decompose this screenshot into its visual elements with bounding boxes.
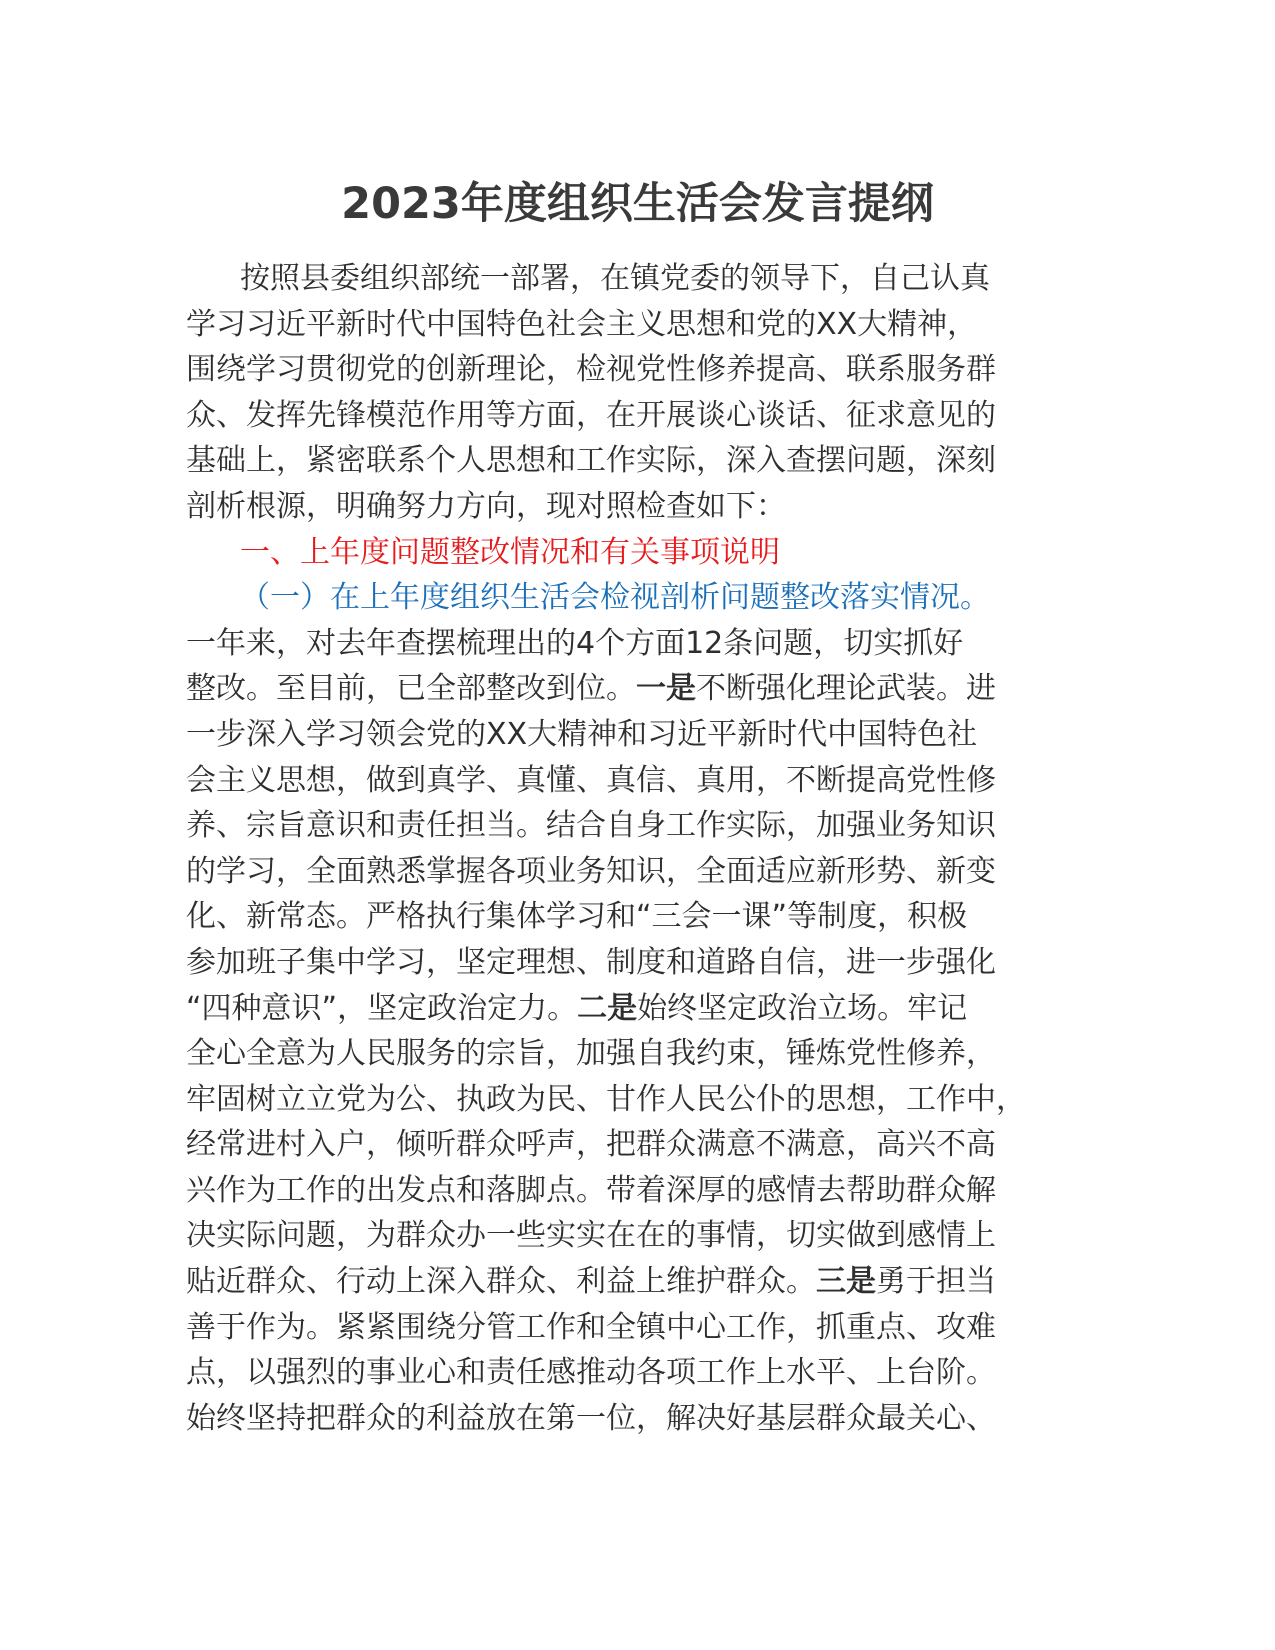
paragraph-line: 牢固树立立党为公、执政为民、甘作人民公仆的思想，工作中， <box>186 1081 1026 1117</box>
paragraph-text: 整改。至目前，已全部整改到位。 <box>186 671 636 707</box>
section-subheading: （一）在上年度组织生活会检视剖析问题整改落实情况。 <box>240 580 990 616</box>
paragraph-text: 勇于担当 <box>876 1264 996 1300</box>
paragraph-text: 不断强化理论武装。进 <box>696 671 996 707</box>
paragraph-line <box>186 1259 1090 1305</box>
paragraph-line: 剖析根源，明确努力方向，现对照检查如下： <box>186 488 786 524</box>
paragraph-line: 全心全意为人民服务的宗旨，加强自我约束，锤炼党性修养， <box>186 1036 996 1072</box>
paragraph-line: 众、发挥先锋模范作用等方面，在开展谈心谈话、征求意见的 <box>186 397 996 433</box>
paragraph-text: 始终坚定政治立场。牢记 <box>637 990 968 1026</box>
paragraph-line: 兴作为工作的出发点和落脚点。带着深厚的感情去帮助群众解 <box>186 1172 996 1208</box>
paragraph-text: 贴近群众、行动上深入群众、利益上维护群众。 <box>186 1264 816 1300</box>
paragraph-line: 决实际问题，为群众办一些实实在在的事情，切实做到感情上 <box>186 1218 996 1254</box>
paragraph-line: 化、新常态。严格执行集体学习和“三会一课”等制度，积极 <box>186 899 968 935</box>
paragraph-line: 基础上，紧密联系个人思想和工作实际，深入查摆问题，深刻 <box>186 443 996 479</box>
bold-marker-first: 一是 <box>636 671 696 707</box>
paragraph-line: 围绕学习贯彻党的创新理论，检视党性修养提高、联系服务群 <box>186 352 996 388</box>
paragraph-line <box>186 666 1090 712</box>
document-title: 2023年度组织生活会发言提纲 <box>341 179 934 229</box>
paragraph-line: 会主义思想，做到真学、真懂、真信、真用，不断提高党性修 <box>186 762 996 798</box>
paragraph-line: 参加班子集中学习，坚定理想、制度和道路自信，进一步强化 <box>186 944 996 980</box>
paragraph-line: 点，以强烈的事业心和责任感推动各项工作上水平、上台阶。 <box>186 1355 996 1391</box>
paragraph-line: 按照县委组织部统一部署，在镇党委的领导下，自己认真 <box>240 261 990 296</box>
bold-marker-third: 三是 <box>816 1264 876 1300</box>
paragraph-line: 学习习近平新时代中国特色社会主义思想和党的XX大精神， <box>186 306 978 342</box>
paragraph-line: 养、宗旨意识和责任担当。结合自身工作实际，加强业务知识 <box>186 808 996 844</box>
paragraph-line: 的学习，全面熟悉掌握各项业务知识，全面适应新形势、新变 <box>186 853 996 889</box>
paragraph-line: 始终坚持把群众的利益放在第一位，解决好基层群众最关心、 <box>186 1400 996 1436</box>
document-body <box>186 256 1090 1441</box>
paragraph-text: “四种意识”，坚定政治定力。 <box>186 990 578 1026</box>
paragraph-line <box>186 986 1090 1032</box>
section-heading: 一、上年度问题整改情况和有关事项说明 <box>240 534 780 570</box>
bold-marker-second: 二是 <box>577 990 638 1026</box>
paragraph-line: 善于作为。紧紧围绕分管工作和全镇中心工作，抓重点、攻难 <box>186 1309 996 1345</box>
paragraph-line: 经常进村入户，倾听群众呼声，把群众满意不满意，高兴不高 <box>186 1127 996 1163</box>
paragraph-line: 一步深入学习领会党的XX大精神和习近平新时代中国特色社 <box>186 716 978 752</box>
paragraph-line: 一年来，对去年查摆梳理出的4个方面12条问题，切实抓好 <box>186 625 964 661</box>
